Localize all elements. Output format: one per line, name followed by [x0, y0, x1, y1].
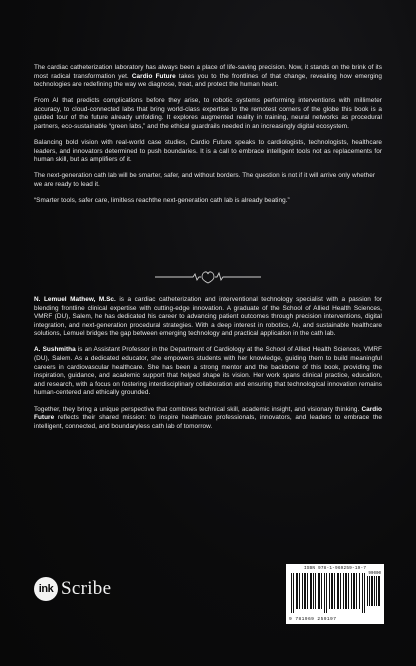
author-bios [34, 296, 382, 439]
publisher-logo-mark: ink [34, 577, 58, 601]
author1-text: is a cardiac catheterization and interventional technology specialist with a passion for blending frontline clinical expertise with cutting-edge innovation. A graduate of the School of Allied Health Sciences, VMRF (DU), Salem, he has dedicated his career to advancing patient outcomes through precision interventions, digital integration, and next-generation procedural strategies. With a deep interest in robotics, AI, and sustainable healthcare solutions, Lemuel bridges the gap between emerging technology and practical application in the cath lab. [34, 296, 382, 338]
publisher-logo-word: Scribe [61, 578, 112, 599]
price-code: 99000 [368, 572, 381, 576]
author2-text: is an Assistant Professor in the Department of Cardiology at the School of Allied Health Sciences, VMRF (DU), Salem. As a dedicated educator, she empowers students with her knowledge, guiding them to build meaningful careers in cardiovascular healthcare. She has been a strong mentor and the backbone of this book, providing the inspiration, guidance, and academic support that helped shape its vision. Her work spans clinical practice, education, and research, with a focus on fostering interdisciplinary collaboration and ensuring that technological innovation remains human-centered and ethically grounded. [34, 346, 382, 397]
isbn-barcode [286, 564, 384, 624]
price-barcode-bars [367, 576, 381, 606]
author1-name: N. Lemuel Mathew, M.Sc. [34, 296, 116, 303]
heartbeat-icon [155, 268, 261, 284]
blurb-quote: “Smarter tools, safer care, limitless reachthe next-generation cath lab is already beating.” [34, 197, 290, 205]
barcode-digits: 9 781969 259197 [289, 617, 337, 622]
blurb-paragraph-3: Balancing bold vision with real-world case studies, Cardio Future speaks to cardiologists, technologists, healthcare leaders, and innovators determined to push boundaries. It is a call to embrace intelligent tools not as replacements for human skill, but as amplifiers of it. [34, 139, 382, 164]
together-text: reflects their shared mission: to inspire healthcare professionals, innovators, and leaders to embrace the intelligent, connected, and boundaryless cath lab of tomorrow. [34, 414, 382, 430]
book-title-bold: Cardio Future [34, 405, 382, 422]
blurb-paragraph-1 [34, 64, 382, 90]
blurb-text: takes you to the frontlines of that change, revealing how emerging technologies are redefining the way we diagnose, treat, and protect the human heart. [34, 72, 382, 89]
book-title-bold: Cardio Future [131, 72, 176, 80]
author1-bio [34, 296, 382, 339]
blurb-text: The cardiac catheterization laboratory has always been a place of life-saving precision. Now, it stands on the brink of its most radical transformation yet. [34, 64, 382, 80]
together-text: Together, they bring a unique perspective that combines technical skill, academic insight, and visionary thinking. [34, 405, 362, 413]
author2-bio [34, 346, 382, 398]
isbn-label: ISBN 978-1-969259-19-7 [303, 566, 367, 571]
book-blurb [34, 64, 382, 213]
blurb-paragraph-2: From AI that predicts complications before they arise, to robotic systems performing interventions with millimeter accuracy, to cloud-connected labs that bring world-class expertise to the remotest corners of the globe this book is a guided tour of the future already unfolding. It explores augmented reality in training, neural networks as procedural partners, eco-sustainable “green labs,” and the ethical guardrails needed in an increasingly digital ecosystem. [34, 97, 382, 131]
blurb-paragraph-4: The next-generation cath lab will be smarter, safer, and without borders. The question is not if it will arrive only whether we are ready to lead it. [34, 172, 376, 189]
author2-name: A. Sushmitha [34, 346, 76, 354]
publisher-logo [34, 577, 111, 601]
barcode-bars [291, 573, 365, 613]
authors-together [34, 406, 382, 432]
